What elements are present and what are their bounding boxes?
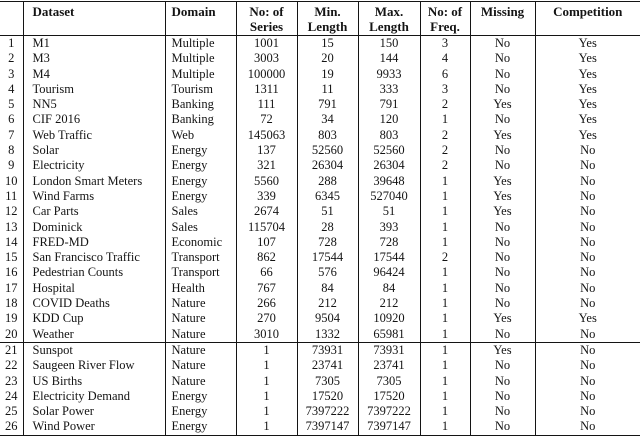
cell-comp: No (535, 358, 640, 373)
cell-series: 1311 (236, 82, 297, 97)
table-row (0, 327, 640, 343)
cell-min: 15 (297, 36, 358, 52)
cell-domain: Energy (165, 419, 236, 435)
cell-freq: 1 (420, 235, 470, 250)
cell-comp: Yes (535, 82, 640, 97)
cell-domain: Energy (165, 174, 236, 189)
cell-comp: Yes (535, 51, 640, 66)
cell-domain: Energy (165, 404, 236, 419)
cell-freq: 2 (420, 97, 470, 112)
cell-dataset: Dominick (23, 220, 165, 235)
cell-max: 150 (358, 36, 420, 52)
cell-freq: 2 (420, 128, 470, 143)
cell-comp: No (535, 143, 640, 158)
cell-freq: 1 (420, 374, 470, 389)
cell-max: 73931 (358, 342, 420, 358)
cell-missing: No (470, 235, 535, 250)
row-number: 22 (5, 358, 18, 373)
cell-freq: 3 (420, 36, 470, 52)
cell-missing: No (470, 327, 535, 343)
cell-max: 7397222 (358, 404, 420, 419)
cell-missing: No (470, 374, 535, 389)
cell-missing: No (470, 143, 535, 158)
cell-domain: Banking (165, 97, 236, 112)
cell-series: 5560 (236, 174, 297, 189)
cell-series: 3003 (236, 51, 297, 66)
cell-domain: Sales (165, 204, 236, 219)
cell-freq: 1 (420, 189, 470, 204)
cell-comp: Yes (535, 36, 640, 52)
cell-freq: 2 (420, 250, 470, 265)
table-row (0, 265, 640, 280)
cell-missing: No (470, 419, 535, 435)
cell-max: 120 (358, 112, 420, 127)
cell-min: 51 (297, 204, 358, 219)
column-header-domain (165, 2, 236, 36)
row-number: 14 (5, 234, 18, 249)
cell-dataset: Weather (23, 327, 165, 343)
cell-max: 7397147 (358, 419, 420, 435)
cell-max: 9933 (358, 67, 420, 82)
cell-comp: Yes (535, 128, 640, 143)
cell-min: 20 (297, 51, 358, 66)
row-number: 5 (8, 97, 15, 112)
table-row (0, 97, 640, 112)
cell-comp: No (535, 204, 640, 219)
cell-comp: No (535, 265, 640, 280)
table-row (0, 189, 640, 204)
cell-dataset: London Smart Meters (23, 174, 165, 189)
column-header-label: Length (307, 19, 348, 34)
cell-min: 19 (297, 67, 358, 82)
table-row (0, 296, 640, 311)
row-number: 24 (5, 388, 18, 403)
cell-freq: 1 (420, 112, 470, 127)
cell-domain: Nature (165, 327, 236, 343)
cell-min: 803 (297, 128, 358, 143)
column-header-freq (420, 2, 470, 36)
cell-comp: No (535, 327, 640, 343)
cell-dataset: Electricity (23, 158, 165, 173)
table-row (0, 250, 640, 265)
cell-comp: No (535, 220, 640, 235)
column-header-label: Min. (314, 4, 341, 19)
cell-series: 339 (236, 189, 297, 204)
cell-series: 111 (236, 97, 297, 112)
column-header-label: Max. (374, 4, 404, 19)
cell-domain: Energy (165, 389, 236, 404)
cell-freq: 2 (420, 143, 470, 158)
cell-domain: Energy (165, 189, 236, 204)
row-number: 19 (5, 311, 18, 326)
column-header-label: Freq. (430, 19, 460, 34)
cell-comp: No (535, 158, 640, 173)
cell-series: 2674 (236, 204, 297, 219)
cell-dataset: US Births (23, 374, 165, 389)
cell-missing: No (470, 358, 535, 373)
row-number: 12 (5, 204, 18, 219)
cell-max: 23741 (358, 358, 420, 373)
cell-series: 767 (236, 281, 297, 296)
cell-missing: No (470, 112, 535, 127)
cell-min: 7397222 (297, 404, 358, 419)
cell-series: 107 (236, 235, 297, 250)
header-row (0, 2, 640, 36)
row-number: 9 (8, 158, 15, 173)
cell-comp: No (535, 389, 640, 404)
cell-max: 393 (358, 220, 420, 235)
cell-comp: Yes (535, 97, 640, 112)
cell-max: 17544 (358, 250, 420, 265)
row-number: 6 (8, 112, 15, 127)
cell-comp: No (535, 419, 640, 435)
cell-dataset: Car Parts (23, 204, 165, 219)
column-header-min (297, 2, 358, 36)
cell-missing: No (470, 220, 535, 235)
cell-domain: Transport (165, 265, 236, 280)
cell-min: 7397147 (297, 419, 358, 435)
cell-domain: Multiple (165, 67, 236, 82)
table-row (0, 235, 640, 250)
table-row (0, 358, 640, 373)
row-number: 18 (5, 296, 18, 311)
cell-domain: Energy (165, 158, 236, 173)
cell-freq: 1 (420, 220, 470, 235)
cell-domain: Nature (165, 296, 236, 311)
table-body (0, 36, 640, 436)
cell-missing: No (470, 296, 535, 311)
row-number: 8 (8, 143, 15, 158)
cell-min: 23741 (297, 358, 358, 373)
cell-series: 862 (236, 250, 297, 265)
row-number: 13 (5, 219, 18, 234)
table-row (0, 67, 640, 82)
row-number: 21 (5, 342, 18, 357)
cell-missing: No (470, 281, 535, 296)
column-header-comp (535, 2, 640, 36)
cell-max: 84 (358, 281, 420, 296)
cell-max: 10920 (358, 311, 420, 326)
column-header-max (358, 2, 420, 36)
cell-series: 1 (236, 374, 297, 389)
cell-min: 576 (297, 265, 358, 280)
cell-missing: Yes (470, 204, 535, 219)
cell-dataset: Electricity Demand (23, 389, 165, 404)
cell-comp: No (535, 296, 640, 311)
cell-freq: 1 (420, 296, 470, 311)
cell-series: 1 (236, 342, 297, 358)
cell-domain: Nature (165, 311, 236, 326)
cell-missing: Yes (470, 311, 535, 326)
row-number: 1 (8, 36, 15, 50)
cell-freq: 6 (420, 67, 470, 82)
cell-min: 73931 (297, 342, 358, 358)
cell-domain: Nature (165, 342, 236, 358)
cell-max: 26304 (358, 158, 420, 173)
cell-min: 6345 (297, 189, 358, 204)
table-row (0, 128, 640, 143)
row-number: 11 (5, 188, 18, 203)
cell-domain: Tourism (165, 82, 236, 97)
cell-freq: 1 (420, 265, 470, 280)
row-number: 2 (8, 51, 15, 66)
cell-max: 728 (358, 235, 420, 250)
cell-min: 791 (297, 97, 358, 112)
row-number: 3 (8, 66, 15, 81)
cell-domain: Web (165, 128, 236, 143)
cell-series: 1001 (236, 36, 297, 52)
cell-series: 1 (236, 404, 297, 419)
cell-comp: Yes (535, 311, 640, 326)
cell-series: 137 (236, 143, 297, 158)
cell-series: 266 (236, 296, 297, 311)
cell-domain: Multiple (165, 51, 236, 66)
cell-dataset: Pedestrian Counts (23, 265, 165, 280)
cell-dataset: KDD Cup (23, 311, 165, 326)
cell-comp: No (535, 404, 640, 419)
cell-missing: No (470, 51, 535, 66)
cell-freq: 1 (420, 404, 470, 419)
column-header-label: Domain (171, 4, 216, 19)
row-number: 4 (8, 81, 15, 96)
table-row (0, 389, 640, 404)
cell-domain: Multiple (165, 36, 236, 52)
cell-domain: Economic (165, 235, 236, 250)
cell-max: 17520 (358, 389, 420, 404)
cell-missing: No (470, 265, 535, 280)
cell-dataset: M3 (23, 51, 165, 66)
row-number: 23 (5, 373, 18, 388)
cell-max: 333 (358, 82, 420, 97)
column-header-label: Missing (480, 4, 525, 19)
cell-dataset: Wind Farms (23, 189, 165, 204)
cell-comp: No (535, 342, 640, 358)
cell-max: 7305 (358, 374, 420, 389)
cell-domain: Sales (165, 220, 236, 235)
cell-min: 212 (297, 296, 358, 311)
cell-min: 728 (297, 235, 358, 250)
column-header-missing (470, 2, 535, 36)
cell-comp: No (535, 189, 640, 204)
cell-dataset: Solar Power (23, 404, 165, 419)
cell-min: 34 (297, 112, 358, 127)
cell-series: 100000 (236, 67, 297, 82)
cell-min: 1332 (297, 327, 358, 343)
row-number: 25 (5, 404, 18, 419)
cell-dataset: FRED-MD (23, 235, 165, 250)
cell-max: 803 (358, 128, 420, 143)
cell-comp: No (535, 374, 640, 389)
cell-series: 3010 (236, 327, 297, 343)
cell-domain: Nature (165, 358, 236, 373)
cell-max: 791 (358, 97, 420, 112)
cell-dataset: Wind Power (23, 419, 165, 435)
cell-series: 270 (236, 311, 297, 326)
datasets-table (0, 1, 640, 436)
cell-comp: Yes (535, 67, 640, 82)
cell-missing: No (470, 82, 535, 97)
cell-missing: Yes (470, 189, 535, 204)
cell-comp: No (535, 174, 640, 189)
cell-min: 17520 (297, 389, 358, 404)
cell-max: 52560 (358, 143, 420, 158)
cell-series: 66 (236, 265, 297, 280)
cell-missing: No (470, 404, 535, 419)
cell-freq: 1 (420, 311, 470, 326)
cell-min: 17544 (297, 250, 358, 265)
cell-domain: Transport (165, 250, 236, 265)
cell-series: 145063 (236, 128, 297, 143)
column-header-label: Length (369, 19, 409, 34)
cell-dataset: Tourism (23, 82, 165, 97)
cell-dataset: Sunspot (23, 342, 165, 358)
column-header-series (236, 2, 297, 36)
cell-freq: 1 (420, 389, 470, 404)
cell-dataset: CIF 2016 (23, 112, 165, 127)
cell-comp: No (535, 235, 640, 250)
cell-freq: 1 (420, 281, 470, 296)
cell-max: 65981 (358, 327, 420, 343)
cell-freq: 1 (420, 174, 470, 189)
cell-freq: 1 (420, 327, 470, 343)
cell-missing: Yes (470, 174, 535, 189)
table-row (0, 204, 640, 219)
column-header-label: Competition (553, 4, 623, 19)
row-number: 17 (5, 280, 18, 295)
cell-max: 96424 (358, 265, 420, 280)
cell-dataset: Hospital (23, 281, 165, 296)
row-number: 26 (5, 419, 18, 434)
cell-series: 1 (236, 419, 297, 435)
cell-min: 9504 (297, 311, 358, 326)
row-number: 16 (5, 265, 18, 280)
row-number: 20 (5, 326, 18, 341)
cell-max: 51 (358, 204, 420, 219)
cell-dataset: M1 (23, 36, 165, 52)
cell-comp: No (535, 250, 640, 265)
cell-min: 26304 (297, 158, 358, 173)
table-row (0, 281, 640, 296)
cell-domain: Banking (165, 112, 236, 127)
cell-max: 39648 (358, 174, 420, 189)
cell-max: 144 (358, 51, 420, 66)
column-header-dataset (23, 2, 165, 36)
cell-min: 28 (297, 220, 358, 235)
table-row (0, 374, 640, 389)
cell-freq: 2 (420, 158, 470, 173)
cell-min: 11 (297, 82, 358, 97)
cell-series: 321 (236, 158, 297, 173)
table-row (0, 143, 640, 158)
cell-comp: No (535, 281, 640, 296)
column-header-num (0, 2, 23, 36)
table-row (0, 51, 640, 66)
cell-freq: 4 (420, 51, 470, 66)
cell-series: 72 (236, 112, 297, 127)
cell-domain: Energy (165, 143, 236, 158)
cell-series: 115704 (236, 220, 297, 235)
cell-missing: No (470, 158, 535, 173)
cell-dataset: Solar (23, 143, 165, 158)
cell-freq: 1 (420, 419, 470, 435)
column-header-label: No: of (249, 4, 284, 19)
table-row (0, 174, 640, 189)
table-row (0, 82, 640, 97)
cell-dataset: M4 (23, 67, 165, 82)
row-number: 7 (8, 127, 15, 142)
cell-dataset: Web Traffic (23, 128, 165, 143)
table-row (0, 220, 640, 235)
cell-dataset: NN5 (23, 97, 165, 112)
table-row (0, 342, 640, 358)
cell-min: 288 (297, 174, 358, 189)
document-page (0, 1, 640, 436)
cell-dataset: COVID Deaths (23, 296, 165, 311)
cell-dataset: Saugeen River Flow (23, 358, 165, 373)
cell-domain: Nature (165, 374, 236, 389)
cell-series: 1 (236, 358, 297, 373)
row-number: 10 (5, 173, 18, 188)
table-row (0, 158, 640, 173)
cell-domain: Health (165, 281, 236, 296)
table-row (0, 36, 640, 52)
cell-missing: No (470, 36, 535, 52)
cell-missing: No (470, 389, 535, 404)
table-row (0, 112, 640, 127)
cell-freq: 3 (420, 82, 470, 97)
cell-min: 7305 (297, 374, 358, 389)
cell-freq: 1 (420, 204, 470, 219)
row-number: 15 (5, 250, 18, 265)
cell-min: 52560 (297, 143, 358, 158)
table-row (0, 419, 640, 435)
table-header (0, 2, 640, 36)
table-row (0, 404, 640, 419)
cell-series: 1 (236, 389, 297, 404)
column-header-label: Series (249, 19, 284, 34)
cell-max: 527040 (358, 189, 420, 204)
cell-dataset: San Francisco Traffic (23, 250, 165, 265)
cell-min: 84 (297, 281, 358, 296)
cell-freq: 1 (420, 342, 470, 358)
cell-comp: Yes (535, 112, 640, 127)
column-header-label: Dataset (32, 4, 75, 19)
column-header-label: No: of (427, 4, 463, 19)
cell-max: 212 (358, 296, 420, 311)
cell-missing: Yes (470, 342, 535, 358)
cell-missing: No (470, 250, 535, 265)
cell-freq: 1 (420, 358, 470, 373)
cell-missing: Yes (470, 128, 535, 143)
cell-missing: Yes (470, 97, 535, 112)
cell-missing: No (470, 67, 535, 82)
table-row (0, 311, 640, 326)
